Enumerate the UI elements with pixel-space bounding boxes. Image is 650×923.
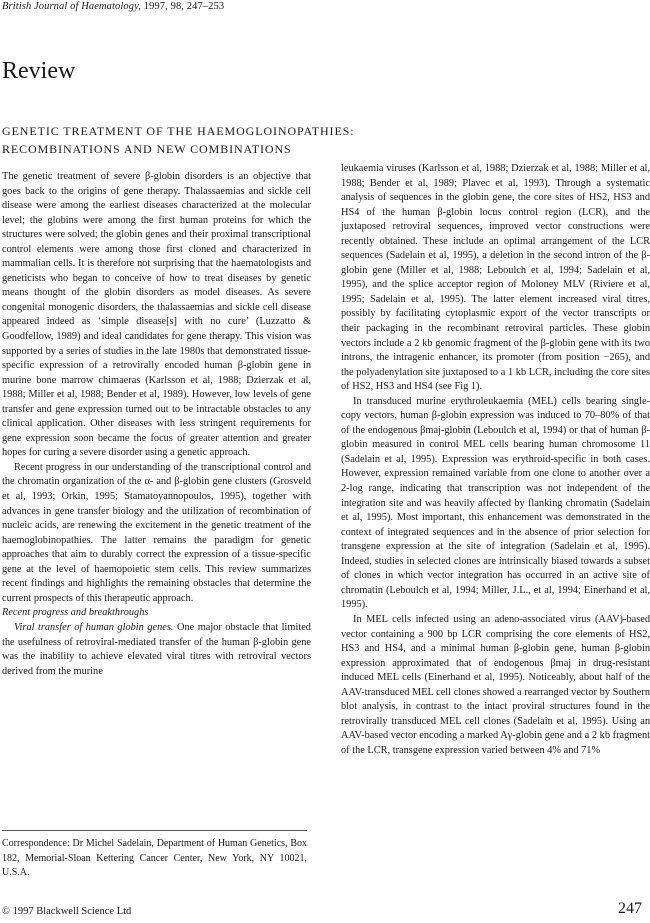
article-title [2,122,642,158]
section-heading: Recent progress and breakthroughs [2,607,149,619]
journal-citation: 1997, 98, 247–253 [143,1,225,12]
paragraph-aav-vector: In MEL cells infected using an adeno-associated virus (AAV)-based vector containing a 900 bp LCR comprising the core elements of HS2, HS3 and HS4, and a minimal human β-globin gene, human β-globin expression approximated that of endogenous βmaj in drug-resistant induced MEL cells (Einerhand et al, 1995). Noticeably, about half of the AAV-transduced MEL cell clones showed a rearranged vector by Southern blot analysis, in contrast to the intact proviral structures found in the retrovirally transduced MEL cell clones (Sadelain et al, 1995). Using an AAV-based vector encoding a marked Aγ-globin gene and a 2 kb fragment of the LCR, transgene expression varied between 4% and 71% [341,613,650,756]
journal-header [2,1,224,12]
page-number: 247 [618,900,642,917]
paragraph-continued: leukaemia viruses (Karlsson et al, 1988; Dzierzak et al, 1988; Miller et al, 1988; Bender et al, 1989; Plavec et al, 1993). Through a systematic analysis of sequences in the globin gene, the core sites of HS2, HS3 and HS4 of the human β-globin locus control region (LCR), and the juxtaposed retroviral sequences, improved vector constructions were recently obtained. These include an optimal arrangement of the LCR sequences (Sadelain et al, 1995), a deletion in the second intron of the β-globin gene (Miller et al, 1988; Leboulch et al, 1994; Sadelain et al, 1995), and the splice acceptor region of Moloney MLV (Riviere et al, 1995; Sadelain et al, 1995). The latter element increased viral titres, possibly by facilitating cytoplasmic export of the vector transcripts or their packaging in the recombinant retroviral particles. These globin vectors include a 2 kb genomic fragment of the β-globin gene with its two introns, the intragenic enhancer, its promoter (from position −265), and the polyadenylation site juxtaposed to a 1 kb LCR, including the core sites of HS2, HS3 and HS4 (see Fig 1). [341,163,650,393]
article-title-line-2: RECOMBINATIONS AND NEW COMBINATIONS [2,142,292,156]
left-column [2,170,311,679]
article-title-line-1: GENETIC TREATMENT OF THE HAEMOGLOINOPATHIES: [2,124,355,138]
paragraph-recent-progress: Recent progress in our understanding of the transcriptional control and the chromatin organization of the α- and β-globin gene clusters (Grosveld et al, 1993; Orkin, 1995; Stamatoyannopoulos, 1995), together with advances in gene transfer biology and the utilization of recombination of nucleic acids, are renewing the excitement in the genetic treatment of the haemoglobinopathies. The latter remains the paradigm for genetic approaches that aim to durably correct the expression of a tissue-specific gene at the level of haemopoietic stem cells. This review summarizes recent findings and highlights the remaining obstacles that determine the current prospects of this therapeutic approach. [2,461,311,604]
journal-name: British Journal of Haematology, [2,1,142,12]
paragraph-viral-transfer [2,621,311,679]
subheading: Viral transfer of human globin genes. [14,621,174,633]
copyright: © 1997 Blackwell Science Ltd [2,906,132,917]
review-label: Review [2,58,76,84]
right-column [341,162,650,758]
paragraph-intro: The genetic treatment of severe β-globin disorders is an objective that goes back to the origins of gene therapy. Thalassaemias and sickle cell disease were among the earliest diseases characterized at the molecular level; the globins were among the first human proteins for which the structures were solved; the globin genes and their proximal transcriptional control elements were among those first cloned and characterized in mammalian cells. It is therefore not surprising that the haematologists and geneticists who began to conceive of how to treat diseases by genetic means thought of the globin disorders as model diseases. As severe congenital monogenic disorders, the thalassaemias and sickle cell disease appeared indeed as ‘simple disease[s] with no cure’ (Luzzatto & Goodfellow, 1989) and ideal candidates for gene therapy. This vision was supported by a series of studies in the late 1980s that demonstrated tissue-specific expression of a retrovirally encoded human β-globin gene in murine bone marrow chimaeras (Karlsson et al, 1988; Dzierzak et al, 1988; Miller et al, 1988; Bender et al, 1989). However, low levels of gene transfer and gene expression turned out to be intractable obstacles to any clinical application. Other diseases with less stringent requirements for gene expression soon became the focus of greater attention and greater hopes for curing a severe disorder using a genetic approach. [2,171,311,459]
paragraph-mel-cells: In transduced murine erythroleukaemia (MEL) cells bearing single-copy vectors, human β-globin expression was induced to 70–80% of that of the endogenous βmaj-globin (Leboulch et al, 1994) or that of human β-globin measured in control MEL cells bearing human chromosome 11 (Sadelain et al, 1995). Expression was erythroid-specific in both cases. However, expression remained variable from one clone to another over a 2-log range, indicating that transcription was not independent of the integration site and was heavily affected by flanking chromatin (Sadelain et al, 1995). Most important, this enhancement was demonstrated in the context of integrated sequences and in the absence of prior selection for transgene expression at the site of integration (Sadelain et al, 1995). Indeed, studies in selected clones are intrinsically biased towards a subset of clones in which vector integration has occurred in an active site of chromatin (Leboulch et al, 1994; Miller, J.L., et al, 1994; Einerhand et al, 1995). [341,395,650,611]
subparagraph-text: One major obstacle that limited the usefulness of retroviral-mediated transfer of the human β-globin gene was the inability to achieve elevated viral titres with retroviral vectors derived from the murine [2,621,311,677]
correspondence-footnote: Correspondence: Dr Michel Sadelain, Department of Human Genetics, Box 182, Memorial-Sloan Kettering Cancer Center, New York, NY 10021, U.S.A. [2,830,307,881]
